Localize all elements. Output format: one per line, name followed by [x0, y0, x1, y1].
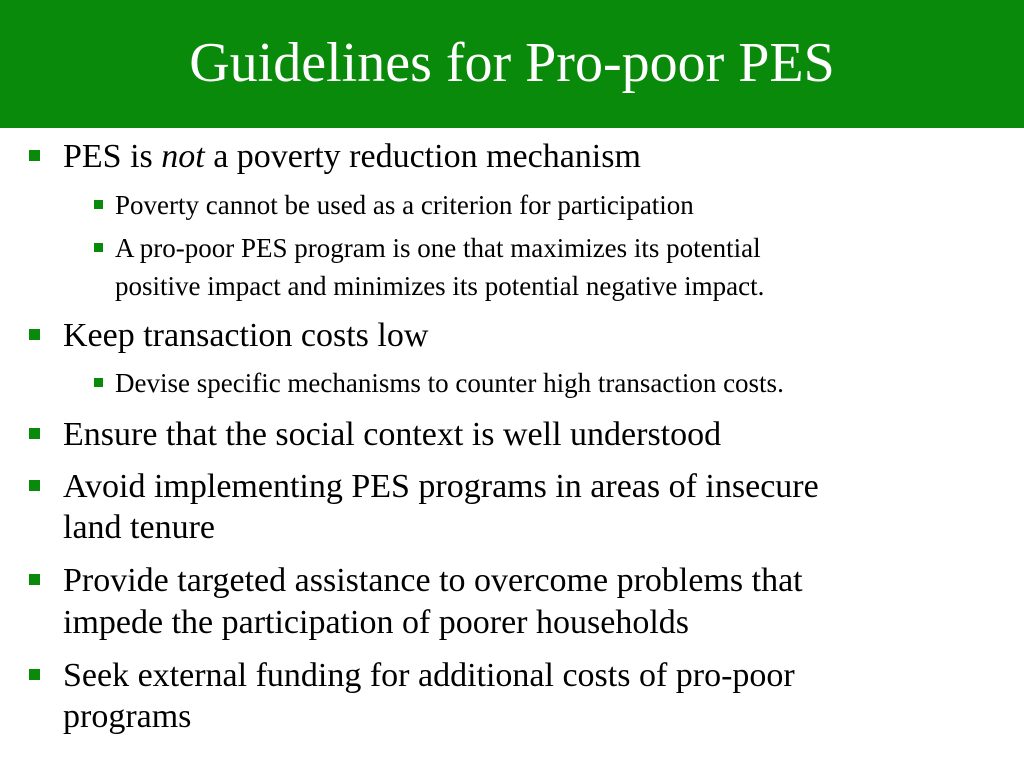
- bullet-4-line-1: Avoid implementing PES programs in areas of insecure: [63, 468, 819, 505]
- bullet-1-emphasis: not: [161, 138, 205, 175]
- square-bullet-icon: [29, 150, 40, 161]
- slide-title: Guidelines for Pro-poor PES: [189, 32, 835, 94]
- square-bullet-icon: [29, 480, 40, 491]
- square-bullet-icon: [29, 428, 40, 439]
- bullet-6-line-2: programs: [63, 698, 192, 735]
- bullet-6-line-1: Seek external funding for additional costs of pro-poor: [63, 657, 795, 694]
- bullet-1-text-after: a poverty reduction mechanism: [204, 138, 641, 175]
- sub-bullet-1-1-line-1: Poverty cannot be used as a criterion for participation: [115, 190, 694, 220]
- sub-bullet-1-2-line-2: positive impact and minimizes its potential negative impact.: [115, 271, 765, 301]
- square-bullet-icon: [94, 378, 103, 387]
- bullet-3-line-1: Ensure that the social context is well understood: [63, 416, 722, 453]
- square-bullet-icon: [94, 243, 103, 252]
- square-bullet-icon: [29, 574, 40, 585]
- bullet-1-text-before: PES is: [63, 138, 162, 175]
- bullet-2-line-1: Keep transaction costs low: [63, 317, 429, 354]
- title-bar: [0, 0, 1024, 128]
- square-bullet-icon: [29, 329, 40, 340]
- bullet-5-line-1: Provide targeted assistance to overcome problems that: [63, 562, 803, 599]
- bullet-4-line-2: land tenure: [63, 509, 215, 546]
- bullet-1-text: [63, 137, 641, 177]
- square-bullet-icon: [94, 200, 103, 209]
- sub-bullet-2-1-line-1: Devise specific mechanisms to counter high transaction costs.: [115, 368, 784, 398]
- sub-bullet-1-2-line-1: A pro-poor PES program is one that maximizes its potential: [115, 233, 761, 263]
- square-bullet-icon: [29, 669, 40, 680]
- bullet-5-line-2: impede the participation of poorer households: [63, 604, 689, 641]
